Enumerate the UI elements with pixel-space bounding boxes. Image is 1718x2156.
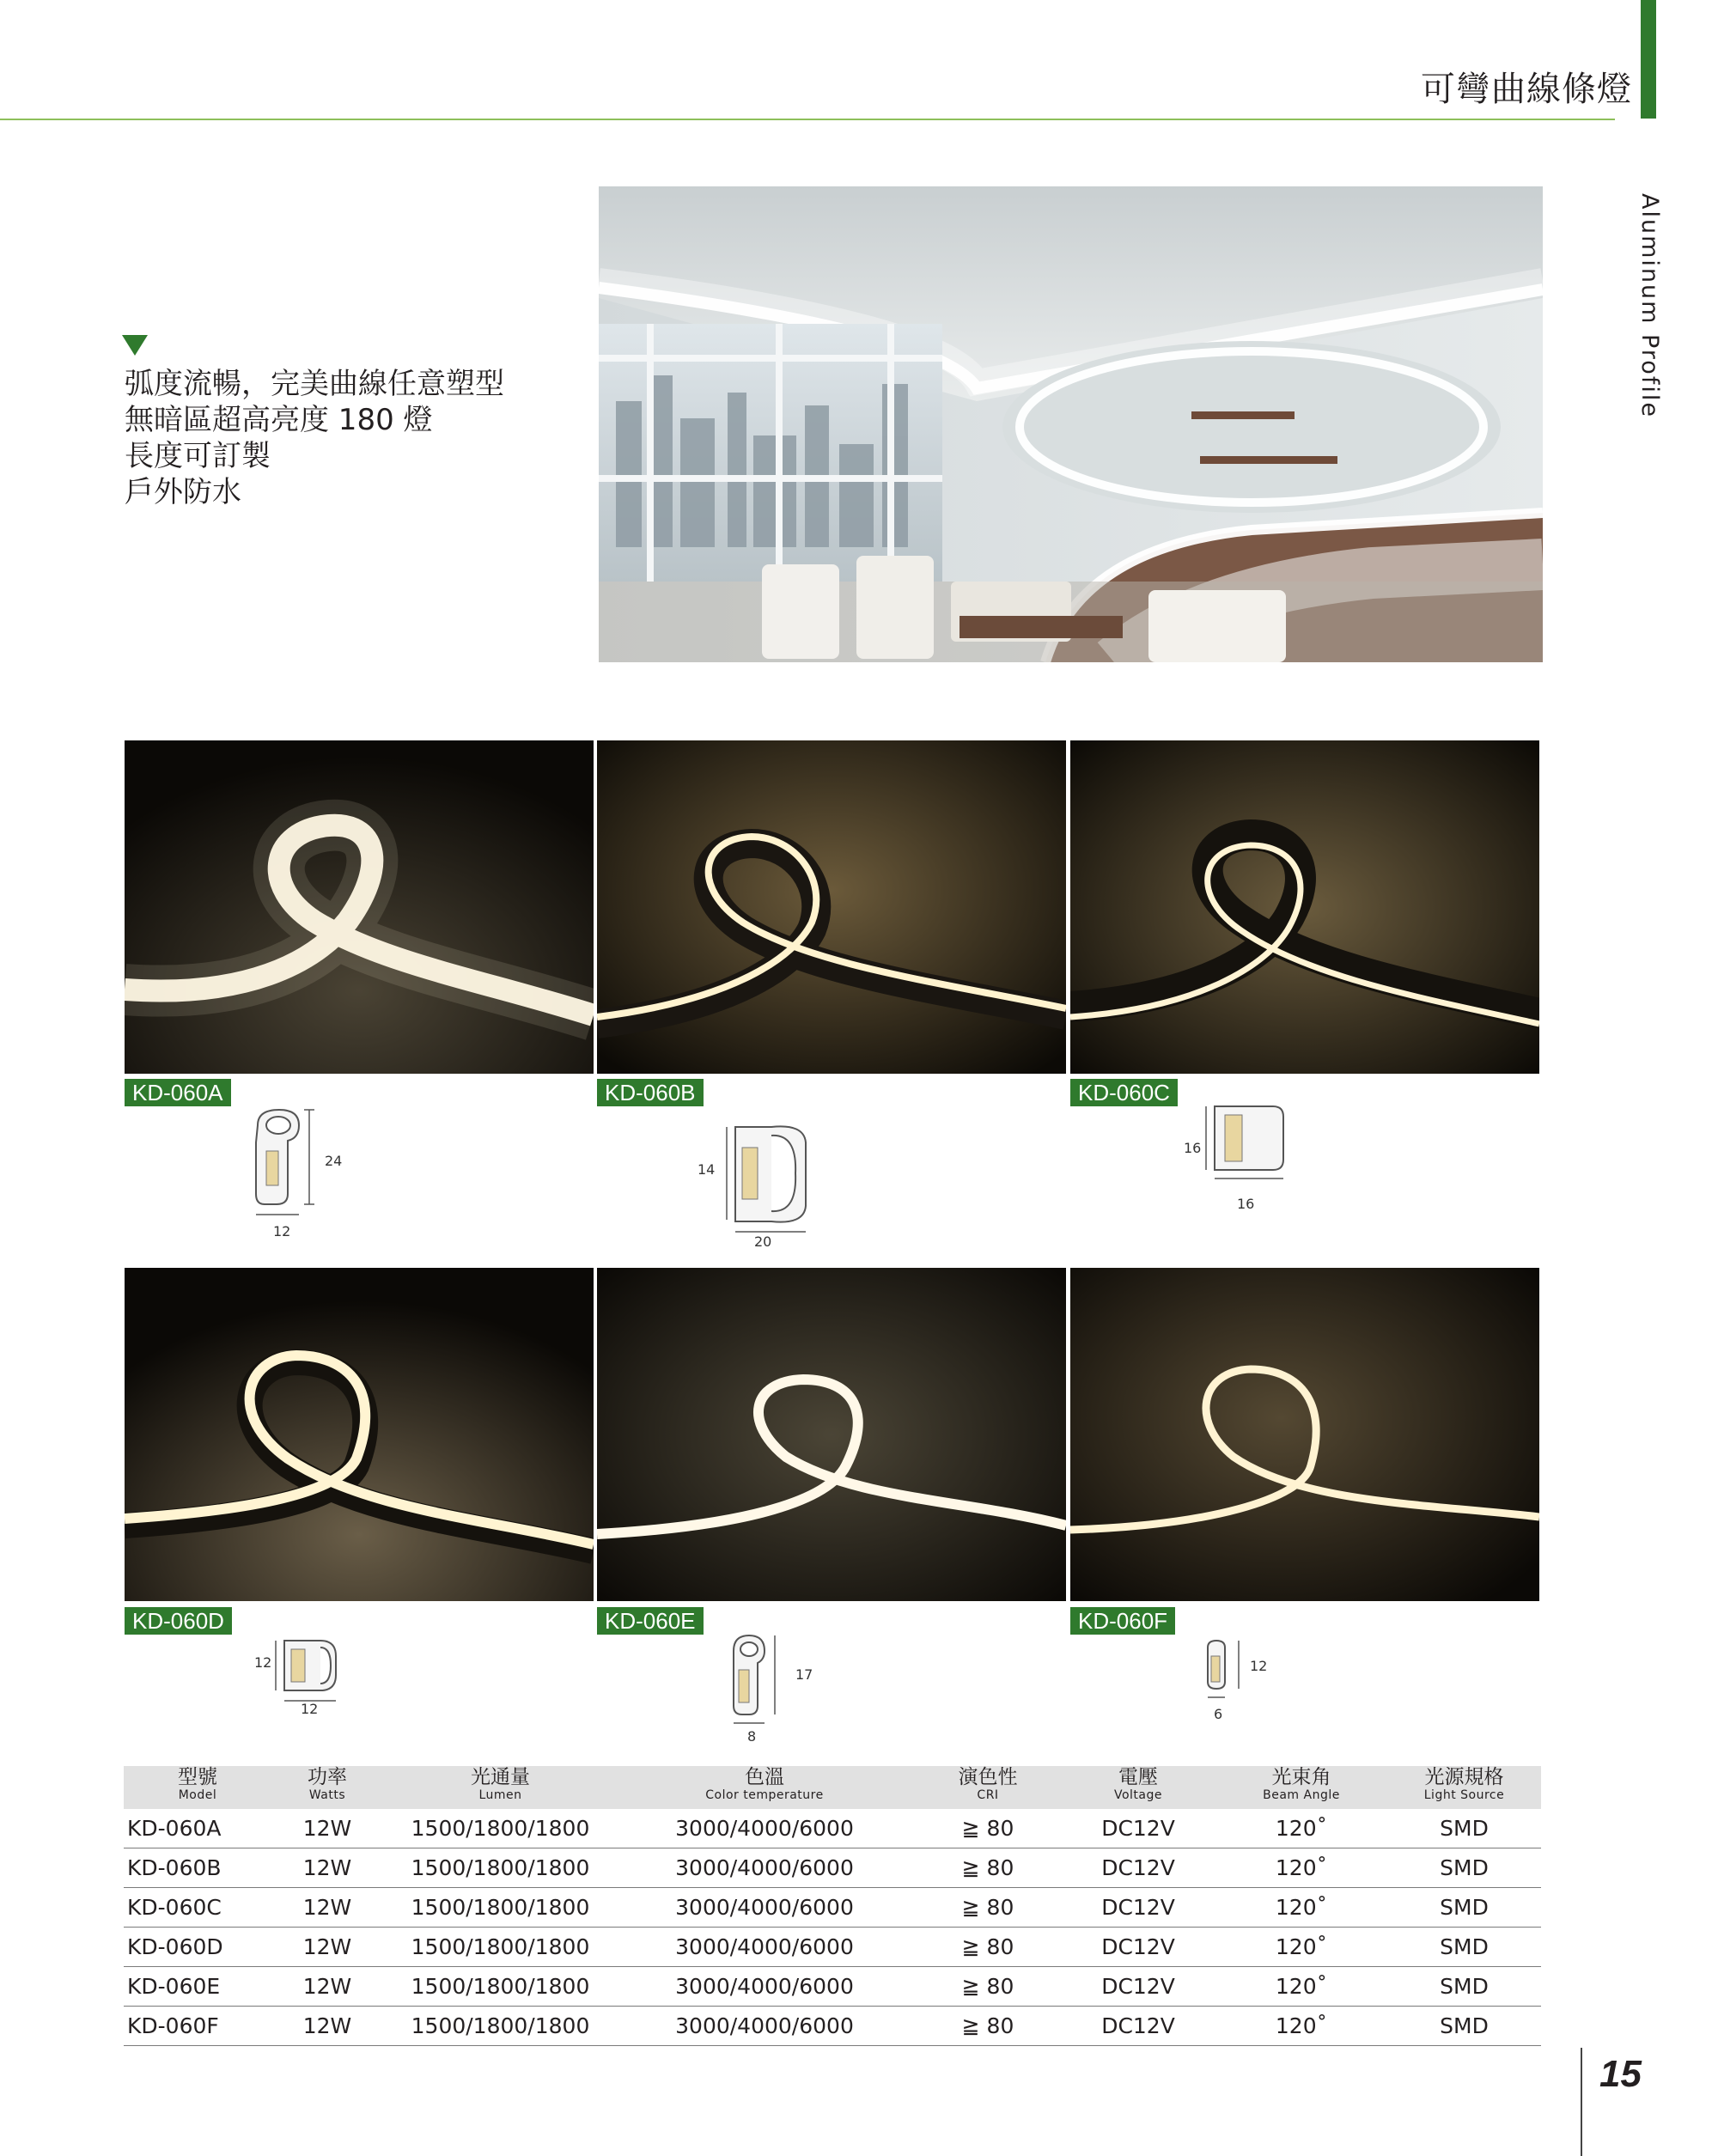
header-zh: 型號 <box>178 1766 217 1788</box>
header-zh: 電壓 <box>1118 1766 1158 1788</box>
dimension-label: 14 <box>698 1161 716 1178</box>
table-cell: SMD <box>1440 1816 1489 1841</box>
header-en: Light Source <box>1423 1788 1505 1802</box>
table-cell: 1500/1800/1800 <box>411 1816 590 1841</box>
header-zh: 演色性 <box>958 1766 1018 1788</box>
header-en: Beam Angle <box>1263 1788 1340 1802</box>
table-cell: 1500/1800/1800 <box>411 1974 590 1999</box>
table-cell: 3000/4000/6000 <box>675 1974 854 1999</box>
dimension-label: 8 <box>747 1728 757 1745</box>
table-cell: 12W <box>302 1934 352 1959</box>
table-cell: 120˚ <box>1275 1895 1328 1920</box>
dimension-label: 20 <box>754 1233 772 1250</box>
table-cell: 1500/1800/1800 <box>411 1895 590 1920</box>
table-row <box>124 1967 1541 2007</box>
model-tag: KD-060C <box>1070 1079 1178 1106</box>
table-cell: DC12V <box>1101 1855 1175 1880</box>
table-body <box>124 1809 1541 2046</box>
table-cell: KD-060F <box>127 2013 219 2038</box>
dimension-label: 16 <box>1237 1196 1255 1212</box>
column-header <box>614 1766 915 1809</box>
header-zh: 光束角 <box>1271 1766 1331 1788</box>
dimension-label: 12 <box>1250 1658 1268 1674</box>
product-photo-kd-060b <box>597 740 1066 1074</box>
model-tag: KD-060A <box>125 1079 231 1106</box>
dimension-label: 6 <box>1214 1706 1223 1722</box>
table-header <box>124 1766 1541 1809</box>
dimension-label: 12 <box>301 1701 319 1717</box>
column-header <box>387 1766 614 1809</box>
triangle-bullet-icon <box>122 335 148 356</box>
table-cell: 3000/4000/6000 <box>675 1934 854 1959</box>
table-cell: KD-060C <box>127 1895 222 1920</box>
header-zh: 光通量 <box>471 1766 530 1788</box>
column-header <box>1061 1766 1215 1809</box>
table-cell: 120˚ <box>1275 2013 1328 2038</box>
column-header <box>1215 1766 1387 1809</box>
side-category-label: Aluminum Profile <box>1636 193 1663 418</box>
table-cell: ≧ 80 <box>961 1974 1014 1999</box>
page-number: 15 <box>1599 2053 1642 2095</box>
model-tag: KD-060E <box>597 1607 704 1635</box>
header-en: Lumen <box>478 1788 522 1802</box>
table-cell: KD-060E <box>127 1974 221 1999</box>
header-en: Voltage <box>1113 1788 1162 1802</box>
column-header <box>268 1766 387 1809</box>
header-en: Watts <box>308 1788 346 1802</box>
profile-drawing-kd-060a <box>249 1108 326 1224</box>
table-cell: 3000/4000/6000 <box>675 1855 854 1880</box>
table-cell: 12W <box>302 1816 352 1841</box>
table-cell: SMD <box>1440 1855 1489 1880</box>
page-title: 可彎曲線條燈 <box>1421 70 1632 109</box>
model-tag: KD-060B <box>597 1079 704 1106</box>
header-divider <box>0 119 1615 120</box>
feature-item: 無暗區超高亮度 180 燈 <box>125 403 433 437</box>
table-row <box>124 1848 1541 1888</box>
header-zh: 色溫 <box>745 1766 784 1788</box>
table-cell: SMD <box>1440 1974 1489 1999</box>
table-cell: 12W <box>302 2013 352 2038</box>
feature-item: 戶外防水 <box>125 475 241 509</box>
table-cell: DC12V <box>1101 1974 1175 1999</box>
product-photo-kd-060e <box>597 1268 1066 1601</box>
accent-bar <box>1641 0 1656 119</box>
column-header <box>124 1766 268 1809</box>
table-cell: SMD <box>1440 2013 1489 2038</box>
dimension-label: 24 <box>325 1153 343 1169</box>
header-en: CRI <box>977 1788 999 1802</box>
table-row <box>124 1809 1541 1848</box>
feature-list <box>125 366 504 510</box>
feature-item: 長度可訂製 <box>125 439 271 473</box>
spec-table <box>124 1766 1541 2046</box>
table-cell: 12W <box>302 1895 352 1920</box>
table-cell: 12W <box>302 1855 352 1880</box>
page-number-divider <box>1581 2048 1582 2156</box>
dimension-label: 12 <box>273 1223 291 1239</box>
table-cell: ≧ 80 <box>961 1895 1014 1920</box>
table-cell: 120˚ <box>1275 1816 1328 1841</box>
table-cell: 3000/4000/6000 <box>675 1895 854 1920</box>
table-cell: SMD <box>1440 1895 1489 1920</box>
dimension-label: 16 <box>1184 1140 1202 1156</box>
column-header <box>915 1766 1061 1809</box>
table-cell: 120˚ <box>1275 1855 1328 1880</box>
header-zh: 光源規格 <box>1424 1766 1504 1788</box>
product-photo-kd-060d <box>125 1268 594 1601</box>
header-en: Color temperature <box>705 1788 824 1802</box>
table-cell: ≧ 80 <box>961 1816 1014 1841</box>
dimension-label: 12 <box>254 1654 272 1671</box>
table-cell: ≧ 80 <box>961 2013 1014 2038</box>
table-cell: DC12V <box>1101 1895 1175 1920</box>
table-row <box>124 1928 1541 1967</box>
table-cell: ≧ 80 <box>961 1934 1014 1959</box>
table-cell: DC12V <box>1101 1934 1175 1959</box>
table-cell: KD-060A <box>127 1816 222 1841</box>
dimension-label: 17 <box>795 1666 813 1683</box>
table-cell: 1500/1800/1800 <box>411 1934 590 1959</box>
table-cell: 1500/1800/1800 <box>411 2013 590 2038</box>
table-cell: ≧ 80 <box>961 1855 1014 1880</box>
profile-drawing-kd-060c <box>1201 1099 1295 1194</box>
table-cell: 1500/1800/1800 <box>411 1855 590 1880</box>
table-row <box>124 2007 1541 2046</box>
feature-item: 弧度流暢，完美曲線任意塑型 <box>125 367 504 401</box>
table-cell: DC12V <box>1101 2013 1175 2038</box>
product-photo-kd-060c <box>1070 740 1539 1074</box>
table-cell: KD-060B <box>127 1855 222 1880</box>
column-header <box>1387 1766 1541 1809</box>
header-en: Model <box>178 1788 217 1802</box>
model-tag: KD-060D <box>125 1607 232 1635</box>
profile-drawing-kd-060b <box>720 1117 814 1237</box>
table-cell: 120˚ <box>1275 1934 1328 1959</box>
model-tag: KD-060F <box>1070 1607 1175 1635</box>
table-row <box>124 1888 1541 1928</box>
table-cell: KD-060D <box>127 1934 223 1959</box>
table-cell: 3000/4000/6000 <box>675 2013 854 2038</box>
product-photo-kd-060a <box>125 740 594 1074</box>
table-cell: 3000/4000/6000 <box>675 1816 854 1841</box>
product-photo-kd-060f <box>1070 1268 1539 1601</box>
table-cell: 12W <box>302 1974 352 1999</box>
header-zh: 功率 <box>308 1766 347 1788</box>
table-cell: DC12V <box>1101 1816 1175 1841</box>
hero-room-photo <box>599 186 1543 662</box>
table-cell: 120˚ <box>1275 1974 1328 1999</box>
table-cell: SMD <box>1440 1934 1489 1959</box>
